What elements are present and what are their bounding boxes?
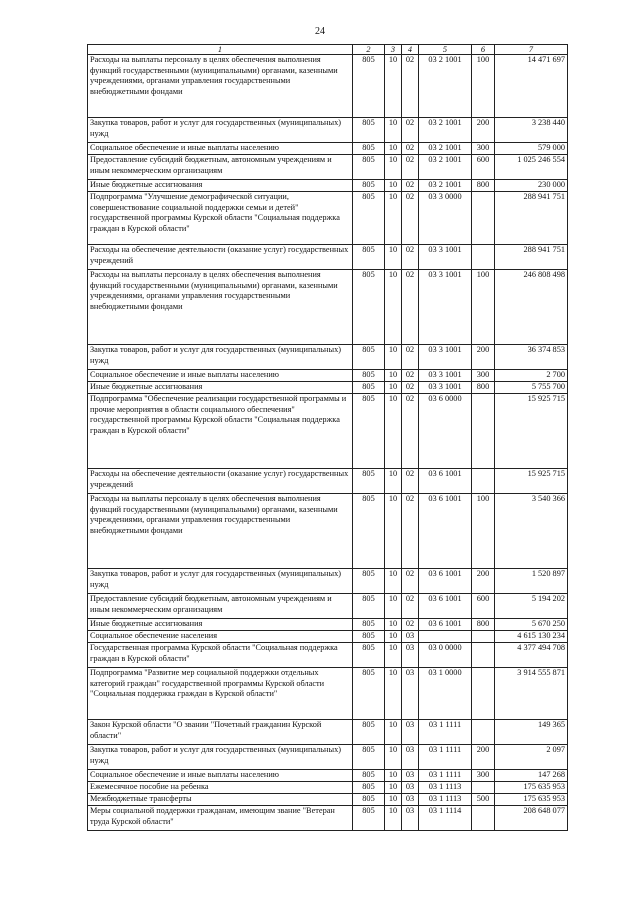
cell-rz: 10 <box>385 643 402 668</box>
cell-min: 805 <box>353 382 385 394</box>
cell-rz: 10 <box>385 668 402 720</box>
cell-rz: 10 <box>385 192 402 245</box>
cell-vr <box>472 643 495 668</box>
cell-sum: 3 238 440 <box>495 118 568 143</box>
cell-vr <box>472 245 495 270</box>
cell-csr: 03 1 1111 <box>419 745 472 770</box>
cell-name: Социальное обеспечение и иные выплаты населению <box>88 370 353 382</box>
cell-vr <box>472 469 495 494</box>
cell-csr: 03 1 1113 <box>419 782 472 794</box>
page-number: 24 <box>315 26 325 37</box>
cell-csr <box>419 631 472 643</box>
cell-csr: 03 6 0000 <box>419 394 472 469</box>
cell-name: Ежемесячное пособие на ребенка <box>88 782 353 794</box>
cell-vr: 800 <box>472 382 495 394</box>
cell-rz: 10 <box>385 270 402 345</box>
cell-sum: 3 540 366 <box>495 494 568 569</box>
cell-min: 805 <box>353 594 385 619</box>
cell-rz: 10 <box>385 155 402 180</box>
cell-min: 805 <box>353 345 385 370</box>
cell-pr: 02 <box>402 345 419 370</box>
cell-vr: 300 <box>472 370 495 382</box>
table-row <box>88 180 568 192</box>
cell-min: 805 <box>353 394 385 469</box>
cell-min: 805 <box>353 270 385 345</box>
cell-csr: 03 3 0000 <box>419 192 472 245</box>
cell-sum: 36 374 853 <box>495 345 568 370</box>
cell-sum: 288 941 751 <box>495 245 568 270</box>
cell-csr: 03 3 1001 <box>419 345 472 370</box>
cell-csr: 03 3 1001 <box>419 245 472 270</box>
cell-sum: 1 025 246 554 <box>495 155 568 180</box>
cell-rz: 10 <box>385 770 402 782</box>
cell-min: 805 <box>353 720 385 745</box>
cell-vr: 200 <box>472 118 495 143</box>
table-row <box>88 382 568 394</box>
cell-pr: 03 <box>402 770 419 782</box>
cell-pr: 03 <box>402 782 419 794</box>
cell-sum: 175 635 953 <box>495 782 568 794</box>
table-row <box>88 270 568 345</box>
table-row <box>88 143 568 155</box>
cell-rz: 10 <box>385 143 402 155</box>
cell-rz: 10 <box>385 745 402 770</box>
cell-name: Закупка товаров, работ и услуг для государственных (муниципальных) нужд <box>88 345 353 370</box>
cell-sum: 5 755 700 <box>495 382 568 394</box>
cell-min: 805 <box>353 569 385 594</box>
cell-csr: 03 6 1001 <box>419 594 472 619</box>
cell-name: Социальное обеспечение населения <box>88 631 353 643</box>
cell-name: Предоставление субсидий бюджетным, автономным учреждениям и иным некоммерческим организациям <box>88 594 353 619</box>
cell-vr: 200 <box>472 745 495 770</box>
cell-rz: 10 <box>385 382 402 394</box>
header-col-4: 4 <box>402 45 419 55</box>
cell-name: Расходы на выплаты персоналу в целях обеспечения выполнения функций государственными (муниципальными) органами, казенными учреждениями, органами управления государственными внебюджетными фондами <box>88 494 353 569</box>
cell-name: Закупка товаров, работ и услуг для государственных (муниципальных) нужд <box>88 745 353 770</box>
table-row <box>88 643 568 668</box>
cell-name: Иные бюджетные ассигнования <box>88 382 353 394</box>
cell-pr: 03 <box>402 806 419 831</box>
cell-min: 805 <box>353 55 385 118</box>
table-row <box>88 806 568 831</box>
cell-csr: 03 6 1001 <box>419 469 472 494</box>
table-row <box>88 192 568 245</box>
cell-pr: 02 <box>402 370 419 382</box>
cell-csr: 03 1 1111 <box>419 770 472 782</box>
cell-pr: 03 <box>402 745 419 770</box>
cell-csr: 03 3 1001 <box>419 382 472 394</box>
cell-pr: 03 <box>402 720 419 745</box>
cell-pr: 02 <box>402 569 419 594</box>
table-row <box>88 782 568 794</box>
cell-sum: 15 925 715 <box>495 469 568 494</box>
table-body <box>88 55 568 831</box>
cell-rz: 10 <box>385 619 402 631</box>
cell-csr: 03 1 0000 <box>419 668 472 720</box>
cell-name: Подпрограмма "Обеспечение реализации государственной программы и прочие мероприятия в области социального обеспечения" государственной программы Курской области "Социальная поддержка граждан в Курской области" <box>88 394 353 469</box>
cell-csr: 03 2 1001 <box>419 155 472 180</box>
cell-sum: 2 097 <box>495 745 568 770</box>
header-col-1: 1 <box>88 45 353 55</box>
cell-csr: 03 1 1111 <box>419 720 472 745</box>
cell-pr: 02 <box>402 245 419 270</box>
cell-sum: 208 648 077 <box>495 806 568 831</box>
table-row <box>88 619 568 631</box>
cell-name: Расходы на выплаты персоналу в целях обеспечения выполнения функций государственными (муниципальными) органами, казенными учреждениями, органами управления государственными внебюджетными фондами <box>88 270 353 345</box>
cell-name: Иные бюджетные ассигнования <box>88 180 353 192</box>
table-row <box>88 720 568 745</box>
cell-sum: 175 635 953 <box>495 794 568 806</box>
cell-rz: 10 <box>385 345 402 370</box>
cell-rz: 10 <box>385 794 402 806</box>
cell-vr: 100 <box>472 270 495 345</box>
cell-rz: 10 <box>385 180 402 192</box>
cell-sum: 5 670 250 <box>495 619 568 631</box>
cell-sum: 4 615 130 234 <box>495 631 568 643</box>
cell-name: Расходы на обеспечение деятельности (оказание услуг) государственных учреждений <box>88 245 353 270</box>
cell-sum: 147 268 <box>495 770 568 782</box>
cell-sum: 4 377 494 708 <box>495 643 568 668</box>
cell-min: 805 <box>353 192 385 245</box>
table-row <box>88 155 568 180</box>
cell-min: 805 <box>353 180 385 192</box>
cell-min: 805 <box>353 631 385 643</box>
cell-pr: 02 <box>402 118 419 143</box>
cell-min: 805 <box>353 155 385 180</box>
cell-rz: 10 <box>385 469 402 494</box>
cell-name: Межбюджетные трансферты <box>88 794 353 806</box>
cell-vr: 600 <box>472 594 495 619</box>
cell-vr <box>472 192 495 245</box>
cell-vr: 300 <box>472 770 495 782</box>
budget-table <box>87 44 568 831</box>
cell-vr: 800 <box>472 619 495 631</box>
cell-rz: 10 <box>385 806 402 831</box>
table-row <box>88 118 568 143</box>
cell-vr: 200 <box>472 569 495 594</box>
cell-pr: 03 <box>402 643 419 668</box>
cell-csr: 03 0 0000 <box>419 643 472 668</box>
cell-min: 805 <box>353 494 385 569</box>
cell-vr: 100 <box>472 55 495 118</box>
cell-name: Меры социальной поддержки гражданам, имеющим звание "Ветеран труда Курской области" <box>88 806 353 831</box>
cell-min: 805 <box>353 794 385 806</box>
table-row <box>88 668 568 720</box>
cell-name: Социальное обеспечение и иные выплаты населению <box>88 143 353 155</box>
cell-sum: 2 700 <box>495 370 568 382</box>
cell-pr: 02 <box>402 394 419 469</box>
cell-rz: 10 <box>385 394 402 469</box>
cell-name: Закупка товаров, работ и услуг для государственных (муниципальных) нужд <box>88 118 353 143</box>
cell-rz: 10 <box>385 720 402 745</box>
table-row <box>88 394 568 469</box>
cell-csr: 03 3 1001 <box>419 370 472 382</box>
cell-rz: 10 <box>385 118 402 143</box>
cell-pr: 02 <box>402 469 419 494</box>
header-col-3: 3 <box>385 45 402 55</box>
cell-pr: 02 <box>402 192 419 245</box>
cell-pr: 02 <box>402 180 419 192</box>
cell-csr: 03 2 1001 <box>419 55 472 118</box>
cell-sum: 1 520 897 <box>495 569 568 594</box>
cell-min: 805 <box>353 806 385 831</box>
cell-sum: 14 471 697 <box>495 55 568 118</box>
cell-pr: 02 <box>402 270 419 345</box>
cell-name: Закон Курской области "О звании "Почетный гражданин Курской области" <box>88 720 353 745</box>
cell-csr: 03 6 1001 <box>419 569 472 594</box>
cell-pr: 02 <box>402 619 419 631</box>
header-col-6: 6 <box>472 45 495 55</box>
cell-pr: 03 <box>402 668 419 720</box>
table-row <box>88 594 568 619</box>
table-row <box>88 245 568 270</box>
cell-rz: 10 <box>385 370 402 382</box>
cell-csr: 03 6 1001 <box>419 619 472 631</box>
cell-csr: 03 6 1001 <box>419 494 472 569</box>
cell-vr: 800 <box>472 180 495 192</box>
cell-pr: 02 <box>402 594 419 619</box>
cell-vr <box>472 806 495 831</box>
cell-csr: 03 3 1001 <box>419 270 472 345</box>
cell-sum: 5 194 202 <box>495 594 568 619</box>
cell-csr: 03 2 1001 <box>419 143 472 155</box>
cell-rz: 10 <box>385 782 402 794</box>
cell-vr <box>472 782 495 794</box>
cell-pr: 03 <box>402 631 419 643</box>
cell-min: 805 <box>353 770 385 782</box>
cell-vr: 200 <box>472 345 495 370</box>
cell-pr: 02 <box>402 155 419 180</box>
table-row <box>88 745 568 770</box>
cell-sum: 3 914 555 871 <box>495 668 568 720</box>
cell-vr <box>472 720 495 745</box>
cell-vr: 300 <box>472 143 495 155</box>
cell-name: Социальное обеспечение и иные выплаты населению <box>88 770 353 782</box>
table-row <box>88 370 568 382</box>
table-row <box>88 494 568 569</box>
cell-min: 805 <box>353 668 385 720</box>
cell-name: Расходы на обеспечение деятельности (оказание услуг) государственных учреждений <box>88 469 353 494</box>
cell-rz: 10 <box>385 569 402 594</box>
table-row <box>88 631 568 643</box>
cell-csr: 03 1 1113 <box>419 794 472 806</box>
cell-vr <box>472 668 495 720</box>
cell-csr: 03 1 1114 <box>419 806 472 831</box>
cell-min: 805 <box>353 118 385 143</box>
cell-sum: 230 000 <box>495 180 568 192</box>
cell-rz: 10 <box>385 245 402 270</box>
cell-sum: 579 000 <box>495 143 568 155</box>
cell-name: Закупка товаров, работ и услуг для государственных (муниципальных) нужд <box>88 569 353 594</box>
cell-min: 805 <box>353 370 385 382</box>
cell-min: 805 <box>353 143 385 155</box>
cell-min: 805 <box>353 469 385 494</box>
header-col-2: 2 <box>353 45 385 55</box>
cell-csr: 03 2 1001 <box>419 180 472 192</box>
cell-sum: 246 808 498 <box>495 270 568 345</box>
cell-name: Государственная программа Курской области "Социальная поддержка граждан в Курской области" <box>88 643 353 668</box>
cell-pr: 02 <box>402 382 419 394</box>
header-col-7: 7 <box>495 45 568 55</box>
cell-pr: 03 <box>402 794 419 806</box>
cell-name: Иные бюджетные ассигнования <box>88 619 353 631</box>
table-row <box>88 469 568 494</box>
cell-min: 805 <box>353 745 385 770</box>
cell-rz: 10 <box>385 494 402 569</box>
cell-pr: 02 <box>402 143 419 155</box>
cell-name: Подпрограмма "Улучшение демографической ситуации, совершенствование социальной поддержки семьи и детей" государственной программы Курской области "Социальная поддержка граждан в Курской области" <box>88 192 353 245</box>
cell-name: Предоставление субсидий бюджетным, автономным учреждениям и иным некоммерческим организациям <box>88 155 353 180</box>
cell-min: 805 <box>353 782 385 794</box>
cell-vr <box>472 394 495 469</box>
cell-rz: 10 <box>385 594 402 619</box>
table-row <box>88 770 568 782</box>
cell-vr <box>472 631 495 643</box>
cell-vr: 500 <box>472 794 495 806</box>
cell-pr: 02 <box>402 494 419 569</box>
cell-rz: 10 <box>385 55 402 118</box>
cell-min: 805 <box>353 245 385 270</box>
table-row <box>88 569 568 594</box>
table-header-row <box>88 45 568 55</box>
table-row <box>88 794 568 806</box>
table-row <box>88 55 568 118</box>
cell-min: 805 <box>353 643 385 668</box>
cell-vr: 600 <box>472 155 495 180</box>
table-row <box>88 345 568 370</box>
cell-rz: 10 <box>385 631 402 643</box>
cell-vr: 100 <box>472 494 495 569</box>
header-col-5: 5 <box>419 45 472 55</box>
cell-sum: 149 365 <box>495 720 568 745</box>
cell-sum: 288 941 751 <box>495 192 568 245</box>
cell-name: Расходы на выплаты персоналу в целях обеспечения выполнения функций государственными (муниципальными) органами, казенными учреждениями, органами управления государственными внебюджетными фондами <box>88 55 353 118</box>
cell-pr: 02 <box>402 55 419 118</box>
cell-sum: 15 925 715 <box>495 394 568 469</box>
cell-name: Подпрограмма "Развитие мер социальной поддержки отдельных категорий граждан" государственной программы Курской области "Социальная поддержка граждан в Курской области" <box>88 668 353 720</box>
cell-csr: 03 2 1001 <box>419 118 472 143</box>
cell-min: 805 <box>353 619 385 631</box>
